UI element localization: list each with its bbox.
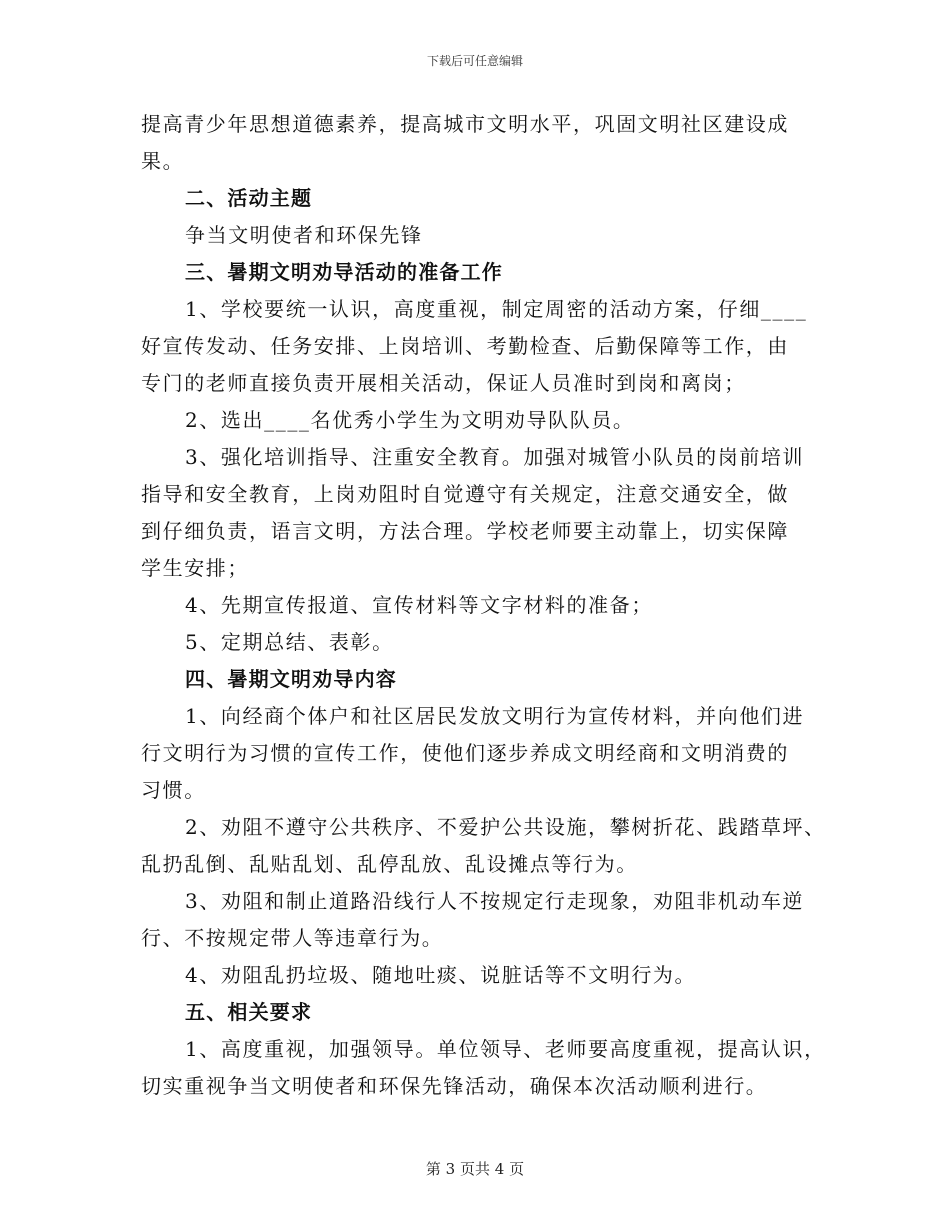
paragraph-line: 争当文明使者和环保先锋 — [185, 223, 423, 247]
section-heading: 五、相关要求 — [185, 1000, 313, 1024]
paragraph-line: 3、劝阻和制止道路沿线行人不按规定行走现象，劝阻非机动车逆 — [185, 889, 805, 913]
paragraph-line: 切实重视争当文明使者和环保先锋活动，确保本次活动顺利进行。 — [141, 1074, 768, 1098]
section-heading: 四、暑期文明劝导内容 — [185, 667, 397, 691]
paragraph-line: 习惯。 — [141, 778, 206, 802]
paragraph-line: 1、向经商个体户和社区居民发放文明行为宣传材料，并向他们进 — [185, 704, 805, 728]
page-header-note: 下载后可任意编辑 — [426, 54, 523, 68]
paragraph-line: 4、劝阻乱扔垃圾、随地吐痰、说脏话等不文明行为。 — [185, 963, 697, 987]
paragraph-line: 学生安排； — [141, 556, 249, 580]
paragraph-line: 专门的老师直接负责开展相关活动，保证人员准时到岗和离岗； — [141, 371, 746, 395]
paragraph-line: 到仔细负责，语言文明，方法合理。学校老师要主动靠上，切实保障 — [141, 519, 789, 543]
paragraph-line: 2、选出____名优秀小学生为文明劝导队队员。 — [185, 408, 635, 432]
paragraph-line: 行、不按规定带人等违章行为。 — [141, 926, 444, 950]
paragraph-line: 行文明行为习惯的宣传工作，使他们逐步养成文明经商和文明消费的 — [141, 741, 789, 765]
page-number: 第 3 页共 4 页 — [425, 1160, 525, 1178]
paragraph-line: 乱扔乱倒、乱贴乱划、乱停乱放、乱设摊点等行为。 — [141, 852, 638, 876]
paragraph-line: 指导和安全教育，上岗劝阻时自觉遵守有关规定，注意交通安全，做 — [141, 482, 789, 506]
section-heading: 二、活动主题 — [185, 186, 313, 210]
paragraph-line: 1、高度重视，加强领导。单位领导、老师要高度重视，提高认识， — [185, 1037, 826, 1061]
paragraph-line: 2、劝阻不遵守公共秩序、不爱护公共设施，攀树折花、践踏草坪、 — [185, 815, 826, 839]
paragraph-line: 果。 — [141, 149, 185, 173]
paragraph-line: 4、先期宣传报道、宣传材料等文字材料的准备； — [185, 593, 653, 617]
section-heading: 三、暑期文明劝导活动的准备工作 — [185, 260, 503, 284]
paragraph-line: 3、强化培训指导、注重安全教育。加强对城管小队员的岗前培训 — [185, 445, 805, 469]
paragraph-line: 提高青少年思想道德素养，提高城市文明水平，巩固文明社区建设成 — [141, 112, 789, 136]
paragraph-line: 1、学校要统一认识，高度重视，制定周密的活动方案，仔细____ — [185, 297, 808, 321]
document-body — [141, 106, 826, 1105]
paragraph-line: 5、定期总结、表彰。 — [185, 630, 394, 654]
paragraph-line: 好宣传发动、任务安排、上岗培训、考勤检查、后勤保障等工作，由 — [141, 334, 789, 358]
